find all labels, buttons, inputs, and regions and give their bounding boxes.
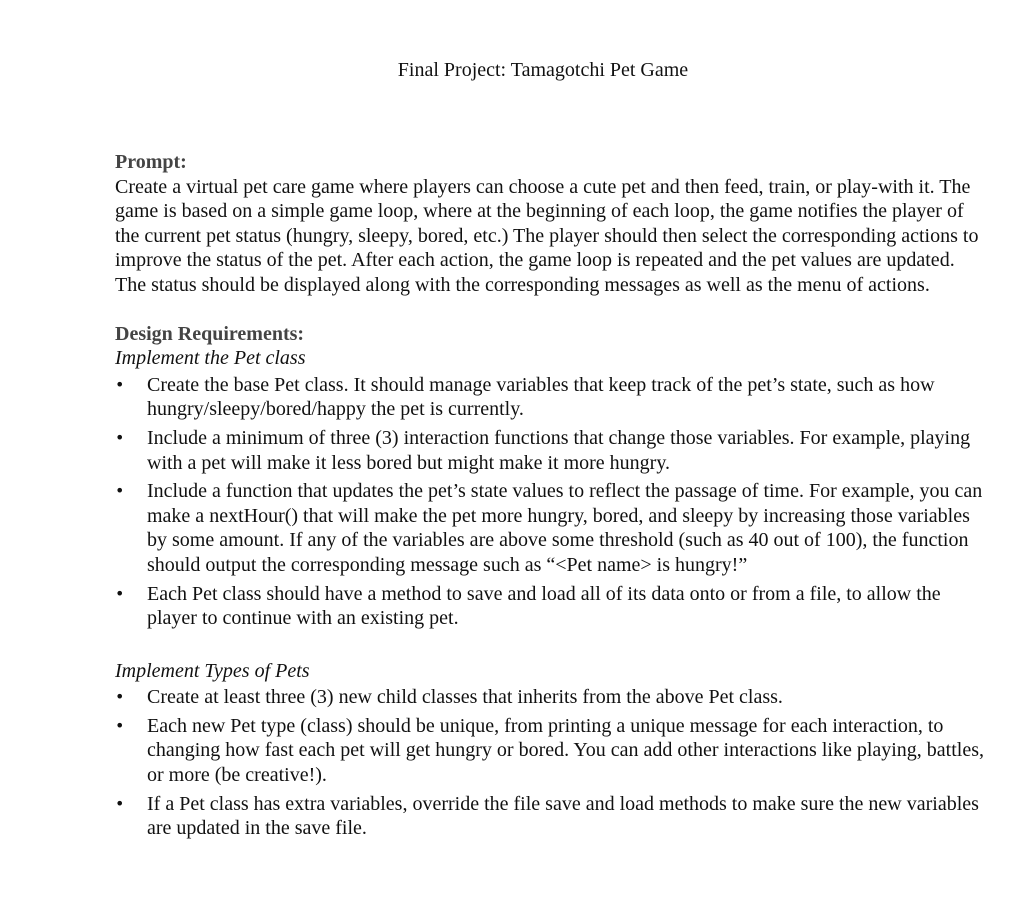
section-spacer [115,635,985,659]
pet-types-bullet-list [115,685,985,841]
bullet-text: Create at least three (3) new child classes that inherits from the above Pet class. [147,686,783,709]
bullet-text: Each Pet class should have a method to save and load all of its data onto or from a file, to allow the player to continue with an existing pet. [147,582,941,630]
bullet-icon: • [115,793,125,813]
document-title: Final Project: Tamagotchi Pet Game [397,59,689,81]
bullet-text: Include a minimum of three (3) interaction functions that change those variables. For example, playing with a pet will make it less bored but might make it more hungry. [147,426,971,474]
bullet-icon: • [115,583,125,603]
bullet-text: Each new Pet type (class) should be unique, from printing a unique message for each interaction, to changing how fast each pet will get hungry or bored. You can add other interactions like playing, battles, or more (be creative!). [147,714,985,787]
section-spacer [115,298,985,322]
bullet-text: Create the base Pet class. It should manage variables that keep track of the pet’s state, such as how hungry/sleepy/bored/happy the pet is currently. [147,373,935,421]
bullet-icon: • [115,715,125,735]
bullet-item [115,714,985,788]
design-requirements-heading: Design Requirements: [115,322,305,345]
bullet-item [115,685,985,710]
pet-types-subheading: Implement Types of Pets [115,659,310,682]
bullet-item [115,582,985,631]
bullet-text: Include a function that updates the pet’s state values to reflect the passage of time. For example, you can make a nextHour() that will make the pet more hungry, bored, and sleepy by increasing those variables by some amount. If any of the variables are above some threshold (such as 40 out of 100), the function should output the corresponding message such as “<Pet name> is hungry!” [147,480,983,576]
bullet-icon: • [115,427,125,447]
bullet-text: If a Pet class has extra variables, override the file save and load methods to make sure the new variables are updated in the save file. [147,792,979,840]
pet-class-subheading: Implement the Pet class [115,347,306,370]
prompt-paragraph: Create a virtual pet care game where players can choose a cute pet and then feed, train, or play-with it. The game is based on a simple game loop, where at the beginning of each loop, the game notifies the player of the current pet status (hungry, sleepy, bored, etc.) The player should then select the corresponding actions to improve the status of the pet. After each action, the game loop is repeated and the pet values are updated. The status should be displayed along with the corresponding messages as well as the menu of actions. [115,175,979,296]
bullet-item [115,792,985,841]
bullet-item [115,426,985,475]
bullet-icon: • [115,481,125,501]
bullet-icon: • [115,687,125,707]
pet-class-bullet-list [115,373,985,631]
prompt-heading: Prompt: [115,151,187,173]
bullet-item [115,479,985,577]
bullet-item [115,373,985,422]
bullet-icon: • [115,374,125,394]
document-body [115,150,985,845]
